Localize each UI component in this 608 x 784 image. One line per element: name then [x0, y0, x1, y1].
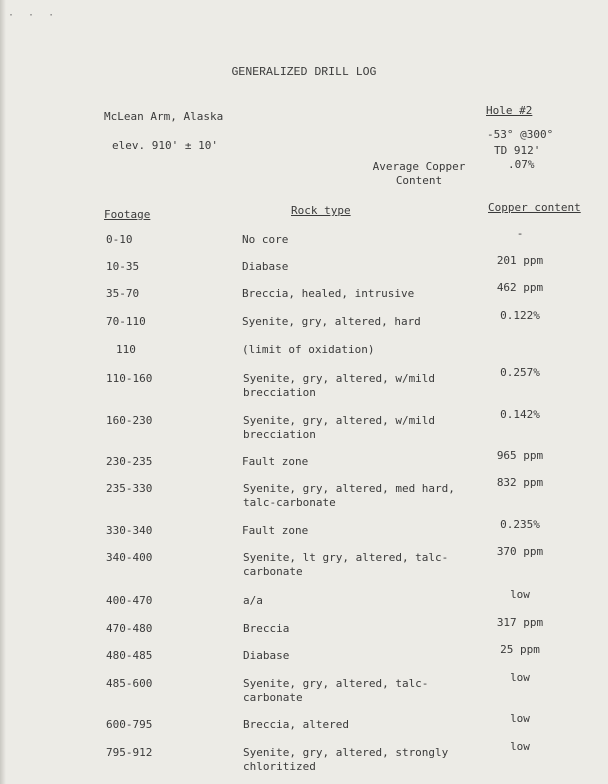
rock-type-cell: No core [242, 233, 289, 246]
hole-label: Hole #2 [486, 104, 533, 117]
copper-content-cell: 0.142% [500, 408, 540, 421]
elevation: elev. 910' ± 10' [112, 139, 218, 152]
page-title: GENERALIZED DRILL LOG [231, 66, 377, 79]
footage-cell: 600-795 [106, 718, 153, 731]
footage-cell: 235-330 [106, 482, 153, 495]
rock-type-cell: Diabase [243, 649, 290, 662]
average-label-line1: Average Copper [372, 160, 466, 173]
footage-cell: 470-480 [106, 622, 153, 635]
header-rock-type: Rock type [291, 204, 351, 217]
rock-type-cell: Fault zone [242, 455, 309, 468]
rock-type-cell: Breccia [243, 622, 290, 635]
rock-type-cell: Syenite, gry, altered, med hard, talc-carbonate [243, 482, 455, 509]
copper-content-cell: 25 ppm [500, 643, 540, 656]
rock-type-cell: Syenite, gry, altered, w/mild brecciation [243, 414, 436, 441]
copper-content-cell: - [516, 227, 524, 240]
footage-cell: 110-160 [106, 372, 153, 385]
rock-type-cell: Syenite, lt gry, altered, talc-carbonate [243, 551, 449, 578]
copper-content-cell: 370 ppm [496, 545, 544, 558]
copper-content-cell: low [510, 671, 530, 684]
footage-cell: 70-110 [106, 315, 146, 328]
footage-cell: 485-600 [106, 677, 153, 690]
header-copper-content: Copper content [488, 201, 581, 214]
footage-cell: 35-70 [106, 287, 140, 300]
location: McLean Arm, Alaska [104, 110, 224, 123]
footage-cell: 340-400 [106, 551, 153, 564]
footage-cell: 400-470 [106, 594, 153, 607]
copper-content-cell: 0.122% [500, 309, 540, 322]
footage-cell: 480-485 [106, 649, 153, 662]
rock-type-cell: Syenite, gry, altered, strongly chloritized [243, 746, 449, 773]
rock-type-cell: Diabase [242, 260, 289, 273]
copper-content-cell: low [510, 588, 530, 601]
copper-content-cell: 0.257% [500, 366, 540, 379]
footage-cell: 230-235 [106, 455, 153, 468]
rock-type-cell: a/a [243, 594, 263, 607]
copper-content-cell: 462 ppm [496, 281, 544, 294]
rock-type-cell: (limit of oxidation) [242, 343, 375, 356]
rock-type-cell: Syenite, gry, altered, talc-carbonate [243, 677, 429, 704]
footage-cell: 330-340 [106, 524, 153, 537]
copper-content-cell: 965 ppm [496, 449, 544, 462]
footage-cell: 110 [116, 343, 136, 356]
rock-type-cell: Syenite, gry, altered, hard [242, 315, 421, 328]
copper-content-cell: low [510, 740, 530, 753]
rock-type-cell: Fault zone [242, 524, 309, 537]
header-footage: Footage [104, 208, 151, 221]
copper-content-cell: 0.235% [500, 518, 540, 531]
rock-type-cell: Breccia, healed, intrusive [242, 287, 415, 300]
copper-content-cell: 832 ppm [496, 476, 544, 489]
hole-td: TD 912' [494, 144, 541, 157]
rock-type-cell: Breccia, altered [243, 718, 349, 731]
footage-cell: 10-35 [106, 260, 140, 273]
hole-average: .07% [508, 158, 535, 171]
copper-content-cell: low [510, 712, 530, 725]
average-label-line2: Content [395, 174, 443, 187]
scan-specks: · · · [8, 10, 59, 21]
page-edge-shadow [0, 0, 6, 784]
footage-cell: 160-230 [106, 414, 153, 427]
footage-cell: 795-912 [106, 746, 153, 759]
copper-content-cell: 201 ppm [496, 254, 544, 267]
footage-cell: 0-10 [106, 233, 133, 246]
copper-content-cell: 317 ppm [496, 616, 544, 629]
rock-type-cell: Syenite, gry, altered, w/mild brecciation [243, 372, 436, 399]
hole-angle: -53° @300° [487, 128, 554, 141]
